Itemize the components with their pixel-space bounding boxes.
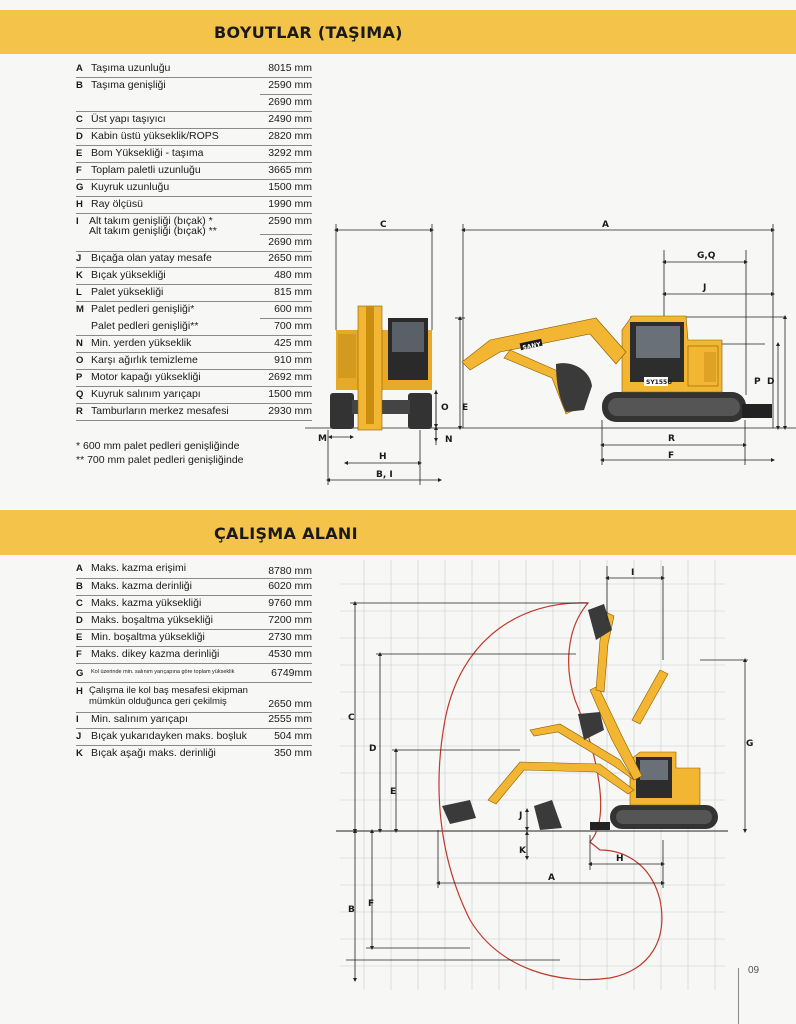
- spec-row: K Bıçak aşağı maks. derinliği 350 mm: [76, 747, 312, 759]
- dim-label-a: A: [602, 220, 609, 230]
- excavator-side-view: [462, 316, 775, 422]
- dim-label-i: I: [631, 568, 635, 578]
- spec-row: Palet pedleri genişliği** 700 mm: [76, 320, 312, 337]
- spec-row: 2690 mm: [76, 235, 312, 252]
- dim-label-f: F: [668, 451, 675, 461]
- dim-label-a: A: [548, 873, 555, 883]
- section-header-working: [0, 510, 796, 555]
- spec-row: B Maks. kazma derinliği 6020 mm: [76, 580, 312, 597]
- spec-row: C Maks. kazma yüksekliği 9760 mm: [76, 597, 312, 614]
- dim-label-h: H: [379, 452, 387, 462]
- spec-row: H Çalışma ile kol baş mesafesi ekipman mümkün olduğunca geri çekilmiş 2650 mm: [76, 683, 312, 713]
- footnote: ** 700 mm palet pedleri genişliğinde: [76, 454, 244, 466]
- dim-label-h: H: [616, 854, 624, 864]
- spec-row: K Bıçak yüksekliği 480 mm: [76, 269, 312, 286]
- dim-label-r: R: [668, 434, 675, 444]
- spec-row: G Kol üzerinde min. salınım yarıçapına göre toplam yükseklik 6749mm: [76, 665, 312, 683]
- transport-dimension-diagram: [300, 205, 796, 495]
- spec-row: L Palet yüksekliği 815 mm: [76, 286, 312, 303]
- dim-label-gq: G,Q: [697, 251, 716, 261]
- dim-label-d: D: [369, 744, 377, 754]
- dim-label-k: K: [519, 846, 526, 856]
- spec-row: H Ray ölçüsü 1990 mm: [76, 198, 312, 215]
- excavator-front-view: [330, 306, 432, 430]
- spec-row: F Toplam paletli uzunluğu 3665 mm: [76, 164, 312, 181]
- spec-row: G Kuyruk uzunluğu 1500 mm: [76, 181, 312, 198]
- brand-logo: SANY: [521, 341, 542, 352]
- dim-label-b: B: [348, 905, 355, 915]
- dim-label-j: J: [703, 283, 707, 293]
- dim-label-p: P: [754, 377, 761, 387]
- spec-row: B Taşıma genişliği 2590 mm: [76, 79, 312, 96]
- dim-label-o: O: [441, 403, 449, 413]
- dim-label-f: F: [368, 899, 375, 909]
- dim-label-c: C: [380, 220, 387, 230]
- spec-row: J Bıçak yukarıdayken maks. boşluk 504 mm: [76, 730, 312, 747]
- section-title: BOYUTLAR (TAŞIMA): [214, 23, 403, 42]
- spec-row: D Maks. boşaltma yüksekliği 7200 mm: [76, 614, 312, 631]
- dim-label-e: E: [462, 403, 469, 413]
- spec-row: R Tamburların merkez mesafesi 2930 mm: [76, 405, 312, 422]
- dim-label-bi: B, I: [376, 470, 393, 480]
- spec-row: O Karşı ağırlık temizleme 910 mm: [76, 354, 312, 371]
- section-title: ÇALIŞMA ALANI: [214, 524, 358, 543]
- spec-row: P Motor kapağı yüksekliği 2692 mm: [76, 371, 312, 388]
- footnote: * 600 mm palet pedleri genişliğinde: [76, 440, 240, 452]
- spec-row: A Maks. kazma erişimi 8780 mm: [76, 562, 312, 577]
- dim-label-g: G: [746, 739, 754, 749]
- page-divider: [738, 968, 739, 1024]
- dim-label-m: M: [318, 434, 327, 444]
- spec-row: 2690 mm: [76, 96, 312, 113]
- page-number: 09: [748, 965, 760, 976]
- section-header-transport: [0, 10, 796, 54]
- dim-label-c: C: [348, 713, 355, 723]
- spec-row: I Min. salınım yarıçapı 2555 mm: [76, 713, 312, 730]
- dim-label-j: J: [519, 811, 523, 821]
- spec-row: E Bom Yüksekliği - taşıma 3292 mm: [76, 147, 312, 164]
- model-badge: SY155U: [646, 379, 673, 386]
- spec-row: D Kabin üstü yükseklik/ROPS 2820 mm: [76, 130, 312, 147]
- spec-row: J Bıçağa olan yatay mesafe 2650 mm: [76, 252, 312, 269]
- spec-row: C Üst yapı taşıyıcı 2490 mm: [76, 113, 312, 130]
- spec-row: I Alt takım genişliği (bıçak) * Alt takım genişliği (bıçak) ** 2590 mm: [76, 215, 312, 237]
- spec-row: Q Kuyruk salınım yarıçapı 1500 mm: [76, 388, 312, 405]
- dim-label-d: D: [767, 377, 775, 387]
- spec-row: F Maks. dikey kazma derinliği 4530 mm: [76, 648, 312, 665]
- spec-row: M Palet pedleri genişliği* 600 mm: [76, 303, 312, 320]
- dim-label-e: E: [390, 787, 397, 797]
- spec-row: N Min. yerden yükseklik 425 mm: [76, 337, 312, 354]
- spec-row: E Min. boşaltma yüksekliği 2730 mm: [76, 631, 312, 648]
- excavator-working-view: [590, 752, 718, 830]
- dim-label-n: N: [445, 435, 453, 445]
- spec-row: A Taşıma uzunluğu 8015 mm: [76, 62, 312, 79]
